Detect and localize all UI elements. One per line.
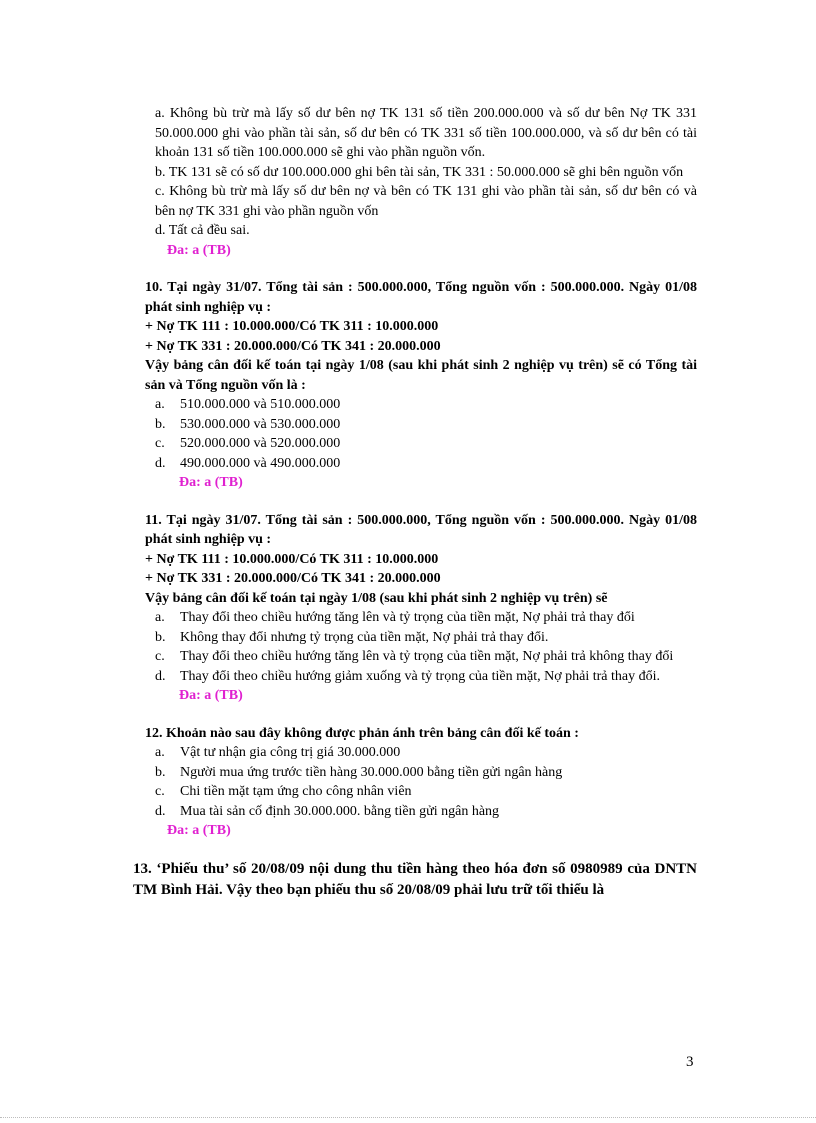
- q10-stem: 10. Tại ngày 31/07. Tổng tài sản : 500.000.000, Tổng nguồn vốn : 500.000.000. Ngày 01/08 phát sinh nghiệp vụ :: [145, 280, 697, 315]
- q12-stem: 12. Khoản nào sau đây không được phản ánh trên bảng cân đối kế toán :: [145, 725, 579, 741]
- q11-answer: Đa: a (TB): [179, 688, 243, 703]
- q9-option-b: b. TK 131 sẽ có số dư 100.000.000 ghi bên tài sản, TK 331 : 50.000.000 sẽ ghi bên nguồn vốn: [155, 164, 684, 180]
- q9-answer: Đa: a (TB): [167, 242, 231, 258]
- q10-option-a: a. 510.000.000 và 510.000.000: [155, 397, 341, 412]
- q10-entry-1: + Nợ TK 111 : 10.000.000/Có TK 311 : 10.000.000: [145, 319, 439, 334]
- page-bottom-divider: [0, 1117, 816, 1118]
- q13-stem: 13. ‘Phiếu thu’ số 20/08/09 nội dung thu tiền hàng theo hóa đơn số 0980989 của DNTN TM Bình Hải. Vậy theo bạn phiếu thu số 20/08/09 phải lưu trữ tối thiểu là: [133, 860, 698, 898]
- q11-option-c: c. Thay đổi theo chiều hướng tăng lên và tỷ trọng của tiền mặt, Nợ phải trả không thay đổi: [155, 649, 674, 664]
- q11-option-a: a. Thay đổi theo chiều hướng tăng lên và tỷ trọng của tiền mặt, Nợ phải trả thay đổi: [155, 610, 635, 625]
- q11-question: Vậy bảng cân đối kế toán tại ngày 1/08 (sau khi phát sinh 2 nghiệp vụ trên) sẽ: [145, 590, 608, 606]
- q11-entry-1: + Nợ TK 111 : 10.000.000/Có TK 311 : 10.000.000: [145, 551, 439, 567]
- q10-answer: Đa: a (TB): [179, 475, 243, 490]
- q10-option-c: c. 520.000.000 và 520.000.000: [155, 436, 341, 451]
- q12-option-b: b. Người mua ứng trước tiền hàng 30.000.000 bằng tiền gửi ngân hàng: [155, 764, 563, 780]
- q11-option-d: d. Thay đổi theo chiều hướng giảm xuống và tỷ trọng của tiền mặt, Nợ phải trả thay đổi.: [155, 668, 661, 684]
- q9-option-d: d. Tất cả đều sai.: [155, 223, 250, 238]
- q10-question: Vậy bảng cân đối kế toán tại ngày 1/08 (sau khi phát sinh 2 nghiệp vụ trên) sẽ có Tổng tài sản và Tổng nguồn vốn là :: [145, 358, 697, 393]
- q10-entry-2: + Nợ TK 331 : 20.000.000/Có TK 341 : 20.000.000: [145, 338, 441, 354]
- q9-option-a: a. Không bù trừ mà lấy số dư bên nợ TK 131 số tiền 200.000.000 và số dư bên Nợ TK 331 50.000.000 ghi vào phần tài sản, số dư bên có TK 331 số tiền 100.000.000, và số dư bên có tài khoản 131 số tiền 100.000.000 sẽ ghi vào phần nguồn vốn.: [155, 106, 697, 160]
- q10-option-d: d. 490.000.000 và 490.000.000: [155, 455, 341, 471]
- q12-option-a: a. Vật tư nhận gia công trị giá 30.000.000: [155, 745, 401, 760]
- q12-option-c: c. Chi tiền mặt tạm ứng cho công nhân viên: [155, 784, 412, 799]
- q11-option-b: b. Không thay đổi nhưng tỷ trọng của tiền mặt, Nợ phải trả thay đổi.: [155, 629, 549, 645]
- q10-option-b: b. 530.000.000 và 530.000.000: [155, 416, 341, 432]
- page-content: [133, 104, 698, 901]
- page-number: 3: [686, 1054, 694, 1070]
- q12-option-d: d. Mua tài sản cố định 30.000.000. bằng tiền gửi ngân hàng: [155, 803, 500, 819]
- q12-answer: Đa: a (TB): [167, 823, 231, 838]
- q11-entry-2: + Nợ TK 331 : 20.000.000/Có TK 341 : 20.000.000: [145, 571, 441, 586]
- q9-option-c: c. Không bù trừ mà lấy số dư bên nợ và bên có TK 131 ghi vào phần tài sản, số dư bên có và bên nợ TK 331 ghi vào phần nguồn vốn: [155, 184, 698, 219]
- q11-stem: 11. Tại ngày 31/07. Tổng tài sản : 500.000.000, Tổng nguồn vốn : 500.000.000. Ngày 01/08 phát sinh nghiệp vụ :: [145, 512, 697, 547]
